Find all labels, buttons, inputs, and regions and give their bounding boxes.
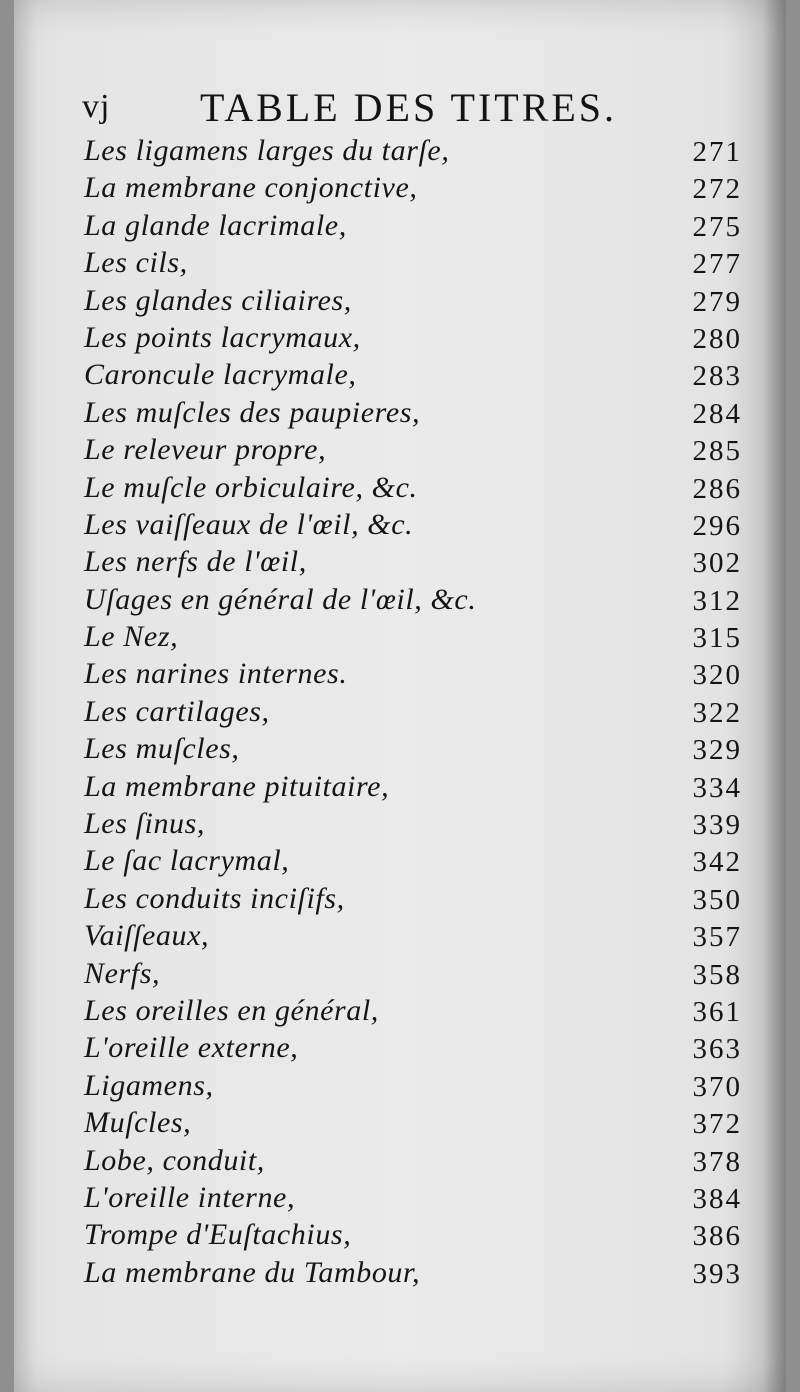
entry-label: La membrane pituitaire, (84, 769, 390, 803)
entry-page-number: 372 (692, 1108, 742, 1141)
entry-page-number: 272 (692, 173, 742, 206)
entry-label: Lobe, conduit, (84, 1143, 265, 1177)
toc-entry (14, 431, 786, 468)
toc-entry (14, 319, 786, 356)
entry-label: Le ſac lacrymal, (84, 844, 290, 878)
entry-label: Caroncule lacrymale, (84, 358, 357, 392)
toc-entry (14, 842, 786, 879)
toc-entry (14, 132, 786, 169)
toc-entry (14, 730, 786, 767)
entry-page-number: 358 (692, 958, 742, 991)
toc-entry (14, 469, 786, 506)
toc-entry (14, 1179, 786, 1216)
entry-label: Ligamens, (84, 1068, 214, 1102)
entry-page-number: 386 (692, 1220, 742, 1253)
entry-label: Les cils, (84, 246, 188, 280)
entry-page-number: 315 (692, 622, 742, 655)
book-page (14, 0, 786, 1392)
entry-label: Le releveur propre, (84, 433, 327, 467)
entry-page-number: 370 (692, 1070, 742, 1103)
entry-page-number: 271 (692, 136, 742, 168)
entry-label: La glande lacrimale, (84, 208, 347, 242)
entry-label: Le muſcle orbiculaire, &c. (84, 470, 418, 504)
entry-label: Les muſcles des paupieres, (84, 395, 421, 429)
toc-entry (14, 880, 786, 917)
entry-page-number: 393 (692, 1257, 742, 1290)
entry-page-number: 361 (692, 995, 742, 1028)
entry-label: Les ligamens larges du tarſe, (84, 134, 450, 167)
entry-page-number: 378 (692, 1145, 742, 1178)
toc-entry (14, 992, 786, 1029)
toc-entry (14, 693, 786, 730)
toc-entry (14, 207, 786, 244)
toc-entry (14, 1029, 786, 1066)
entry-page-number: 342 (692, 846, 742, 879)
entry-label: Uſages en général de l'œil, &c. (84, 582, 477, 616)
toc-entry (14, 618, 786, 655)
entry-page-number: 312 (692, 584, 742, 617)
entry-label: Trompe d'Euſtachius, (84, 1218, 352, 1252)
entry-page-number: 296 (692, 509, 742, 542)
entry-label: Les points lacrymaux, (84, 320, 361, 354)
entry-label: La membrane du Tambour, (84, 1255, 421, 1289)
entry-page-number: 285 (692, 435, 742, 468)
entry-label: Les ſinus, (84, 807, 206, 841)
toc-entry (14, 768, 786, 805)
entry-page-number: 320 (692, 659, 742, 692)
entry-label: La membrane conjonctive, (84, 171, 418, 205)
entry-page-number: 357 (692, 921, 742, 954)
toc-entry (14, 917, 786, 954)
entry-label: Les muſcles, (84, 732, 240, 766)
toc-entry (14, 955, 786, 992)
entry-page-number: 329 (692, 734, 742, 767)
toc-entry (14, 1142, 786, 1179)
table-of-contents (14, 132, 786, 1291)
entry-label: Les narines internes. (84, 657, 348, 691)
entry-page-number: 339 (692, 809, 742, 842)
toc-entry (14, 1067, 786, 1104)
entry-page-number: 350 (692, 883, 742, 916)
toc-entry (14, 506, 786, 543)
toc-entry (14, 805, 786, 842)
entry-label: Vaiſſeaux, (84, 919, 210, 953)
entry-label: Les cartilages, (84, 694, 270, 728)
entry-label: L'oreille externe, (84, 1031, 299, 1065)
toc-entry (14, 1104, 786, 1141)
toc-entry (14, 356, 786, 393)
toc-entry (14, 581, 786, 618)
entry-page-number: 302 (692, 547, 742, 580)
entry-label: Nerfs, (84, 956, 161, 990)
entry-label: L'oreille interne, (84, 1180, 296, 1214)
entry-page-number: 286 (692, 472, 742, 505)
entry-page-number: 284 (692, 397, 742, 430)
entry-label: Les vaiſſeaux de l'œil, &c. (84, 507, 414, 541)
entry-label: Le Nez, (84, 620, 179, 654)
toc-entry (14, 1216, 786, 1253)
entry-label: Les oreilles en général, (84, 993, 379, 1027)
toc-entry (14, 394, 786, 431)
entry-page-number: 277 (692, 248, 742, 281)
entry-label: Muſcles, (84, 1106, 192, 1140)
folio-number: vj (82, 88, 111, 125)
toc-entry (14, 655, 786, 692)
toc-entry (14, 244, 786, 281)
toc-entry (14, 543, 786, 580)
entry-page-number: 363 (692, 1033, 742, 1066)
entry-page-number: 334 (692, 771, 742, 804)
toc-entry (14, 1254, 786, 1291)
entry-label: Les nerfs de l'œil, (84, 545, 307, 579)
entry-page-number: 322 (692, 696, 742, 729)
entry-label: Les glandes ciliaires, (84, 283, 352, 317)
entry-label: Les conduits inciſifs, (84, 881, 345, 915)
page-title: TABLE DES TITRES. (200, 85, 618, 130)
entry-page-number: 279 (692, 285, 742, 318)
entry-page-number: 283 (692, 360, 742, 393)
toc-entry (14, 169, 786, 206)
entry-page-number: 384 (692, 1182, 742, 1215)
toc-entry (14, 282, 786, 319)
entry-page-number: 280 (692, 322, 742, 355)
page-header (82, 84, 682, 134)
entry-page-number: 275 (692, 210, 742, 243)
